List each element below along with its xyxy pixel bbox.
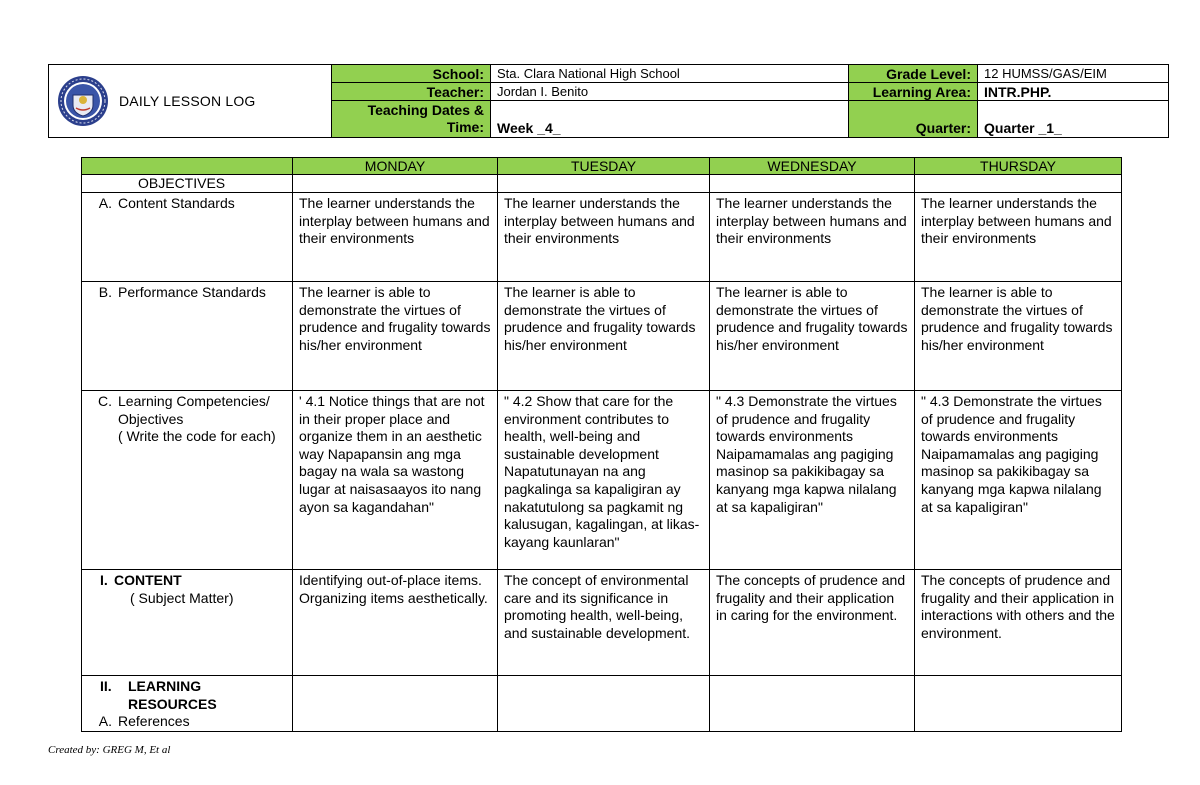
table-cell: ' 4.1 Notice things that are not in their proper place and organize them in an aesthetic way Napapansin ang mga bagay na wala sa wastong lugar at naisasaayos ito nang ayon sa kagandahan" xyxy=(293,391,498,570)
competencies-row xyxy=(82,391,1122,570)
row-label: LEARNING RESOURCES xyxy=(128,678,217,712)
table-cell: The concepts of prudence and frugality and their application in interactions with others and the environment. xyxy=(915,570,1122,676)
day-wednesday: WEDNESDAY xyxy=(710,158,915,175)
school-value: Sta. Clara National High School xyxy=(491,65,849,83)
row-label: CONTENT xyxy=(114,572,182,588)
row-label: Content Standards xyxy=(118,195,235,211)
row-sublabel: References xyxy=(118,713,190,730)
row-sub-marker: A. xyxy=(98,713,112,730)
school-label: School: xyxy=(332,65,491,83)
learning-resources-row xyxy=(82,676,1122,732)
corner-cell xyxy=(82,158,293,175)
table-cell: The learner is able to demonstrate the virtues of prudence and frugality towards his/her environment xyxy=(915,282,1122,391)
table-cell: The learner understands the interplay between humans and their environments xyxy=(710,193,915,282)
objectives-blank-cell xyxy=(498,175,710,193)
table-cell: " 4.2 Show that care for the environment contributes to health, well-being and sustainable development Napatutunayan na ang pagkalinga sa kapaligiran ay nakatutulong sa pagkamit ng kalusugan, kagalingan, at likas-kayang kaunlaran" xyxy=(498,391,710,570)
row-label: Learning Competencies/ Objectives xyxy=(118,393,270,427)
grade-level-value: 12 HUMSS/GAS/EIM xyxy=(978,65,1169,83)
table-cell xyxy=(498,676,710,732)
table-cell: The learner understands the interplay between humans and their environments xyxy=(915,193,1122,282)
day-header-row xyxy=(82,158,1122,175)
row-marker: II. xyxy=(100,678,112,694)
deped-seal-icon xyxy=(57,75,109,127)
logo-title-cell xyxy=(49,65,332,138)
row-label-content xyxy=(82,570,293,676)
objectives-blank-cell xyxy=(710,175,915,193)
teaching-dates-value: Week _4_ xyxy=(491,101,849,138)
learning-area-label: Learning Area: xyxy=(849,83,978,101)
day-tuesday: TUESDAY xyxy=(498,158,710,175)
table-cell: The concept of environmental care and its significance in promoting health, well-being, and sustainable development. xyxy=(498,570,710,676)
objectives-heading-row xyxy=(82,175,1122,193)
row-label: Performance Standards xyxy=(118,284,266,300)
row-marker: C. xyxy=(98,393,112,409)
table-cell: The learner is able to demonstrate the virtues of prudence and frugality towards his/her environment xyxy=(710,282,915,391)
table-cell: " 4.3 Demonstrate the virtues of prudence and frugality towards environments Naipamamalas ang pagiging masinop sa pakikibagay sa kanyang mga kapwa nilalang at sa kapaligiran" xyxy=(915,391,1122,570)
lesson-log-table xyxy=(81,157,1122,732)
table-cell xyxy=(710,676,915,732)
teaching-dates-label xyxy=(332,101,491,138)
day-monday: MONDAY xyxy=(293,158,498,175)
row-marker: B. xyxy=(98,284,112,300)
row-label-content-standards xyxy=(82,193,293,282)
objectives-blank-cell xyxy=(915,175,1122,193)
row-label-competencies xyxy=(82,391,293,570)
day-thursday: THURSDAY xyxy=(915,158,1122,175)
table-cell: The learner is able to demonstrate the virtues of prudence and frugality towards his/her environment xyxy=(293,282,498,391)
teaching-dates-label-line2: Time: xyxy=(446,119,484,135)
row-sublabel: ( Subject Matter) xyxy=(130,589,234,606)
row-sublabel: ( Write the code for each) xyxy=(118,428,276,445)
row-marker: A. xyxy=(98,195,112,211)
table-cell: " 4.3 Demonstrate the virtues of prudence and frugality towards environments Naipamamalas ang pagiging masinop sa pakikibagay sa kanyang mga kapwa nilalang at sa kapaligiran" xyxy=(710,391,915,570)
grade-level-label: Grade Level: xyxy=(849,65,978,83)
learning-area-value: INTR.PHP. xyxy=(978,83,1169,101)
table-cell: The learner understands the interplay between humans and their environments xyxy=(498,193,710,282)
table-cell xyxy=(293,676,498,732)
quarter-value: Quarter _1_ xyxy=(978,101,1169,138)
table-cell: Identifying out-of-place items. Organizing items aesthetically. xyxy=(293,570,498,676)
teacher-value: Jordan I. Benito xyxy=(491,83,849,101)
table-cell: The concepts of prudence and frugality and their application in caring for the environment. xyxy=(710,570,915,676)
content-standards-row xyxy=(82,193,1122,282)
row-label-performance-standards xyxy=(82,282,293,391)
objectives-blank-cell xyxy=(293,175,498,193)
objectives-heading: OBJECTIVES xyxy=(82,175,293,193)
table-cell: The learner is able to demonstrate the virtues of prudence and frugality towards his/her environment xyxy=(498,282,710,391)
content-row xyxy=(82,570,1122,676)
table-cell: The learner understands the interplay between humans and their environments xyxy=(293,193,498,282)
footer-credit: Created by: GREG M, Et al xyxy=(48,744,171,756)
teacher-label: Teacher: xyxy=(332,83,491,101)
header-table xyxy=(48,64,1169,138)
row-label-learning-resources xyxy=(82,676,293,732)
performance-standards-row xyxy=(82,282,1122,391)
table-cell xyxy=(915,676,1122,732)
quarter-label: Quarter: xyxy=(849,101,978,138)
row-marker: I. xyxy=(100,572,108,588)
page-title: DAILY LESSON LOG xyxy=(119,93,256,109)
teaching-dates-label-line1: Teaching Dates & xyxy=(367,102,484,118)
